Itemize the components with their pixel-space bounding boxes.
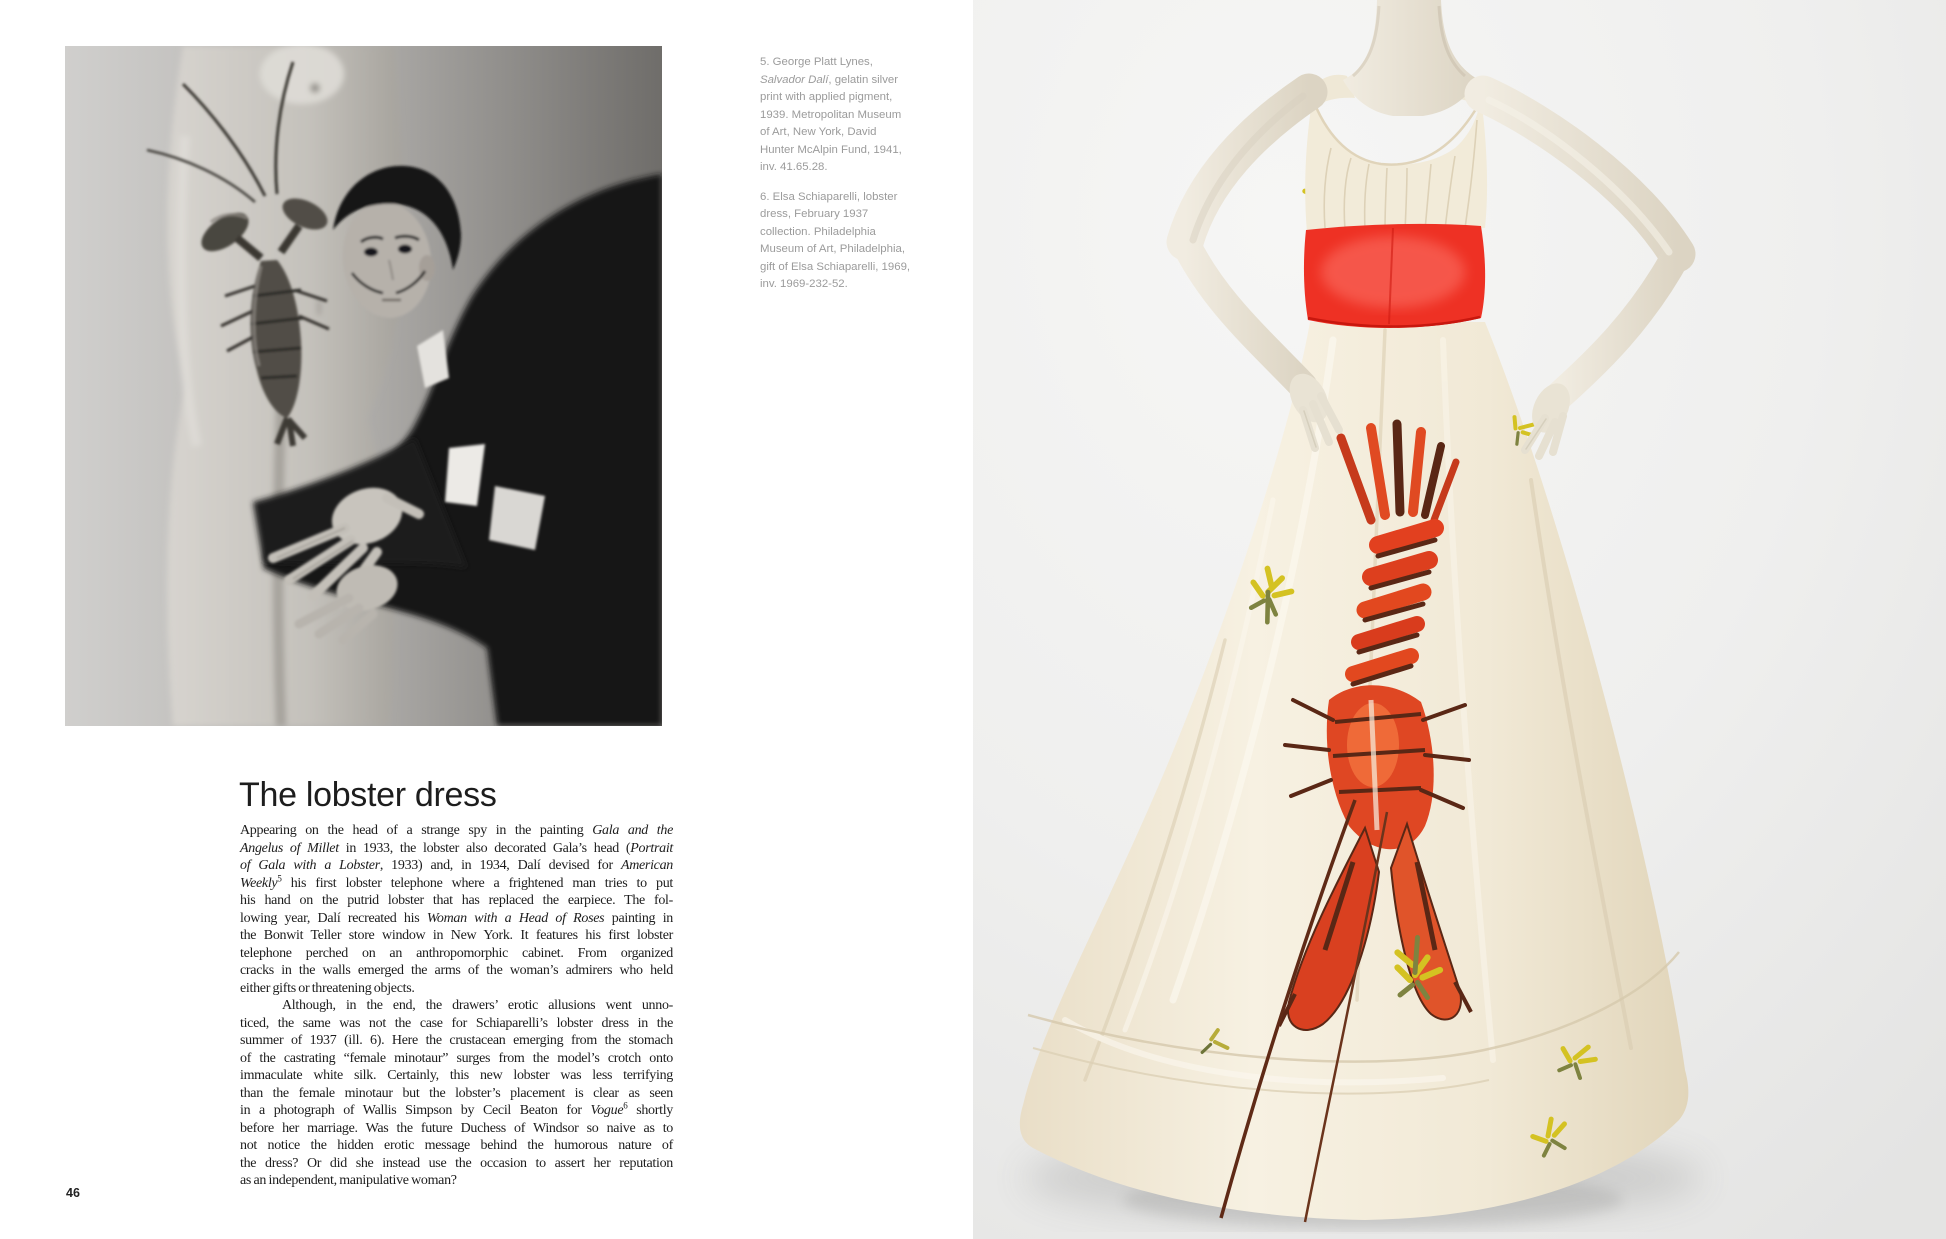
red-waistband — [1304, 224, 1485, 328]
right-page — [973, 0, 1946, 1239]
caption-figure-6: 6. Elsa Schiaparelli, lobster dress, February 1937 collection. Philadelphia Museum of Art, Philadelphia, gift of Elsa Schiaparelli, 1969, inv. 1969-232-52. — [760, 190, 911, 290]
figure-captions — [760, 56, 938, 308]
body-text — [240, 822, 673, 1190]
body-paragraph-2: Although, in the end, the drawers’ erotic allusions went unno- ticed, the same was not the case for Schiaparelli’s lobster dress in the summer of 1937 (ill. 6). Here the crustacean emerging from the stomach of the castrating “female minotaur” surges from the model’s crotch onto immaculate white silk. Certainly, this new lobster was less terrifying than the female minotaur but the lobster’s placement is clear as seen in a photograph of Wallis Simpson by Cecil Beaton for Vogue$^6$ shortly before her marriage. Was the future Duchess of Windsor so naive as to not notice the hidden erotic message behind the humorous nature of the dress? Or did she instead use the occasion to assert her reputation as an independent, manipulative woman? — [240, 998, 673, 1188]
shirt-cuff — [489, 486, 545, 550]
page-number: 46 — [66, 1186, 80, 1200]
body-paragraph-1: Appearing on the head of a strange spy in the painting Gala and the Angelus of Millet in 1933, the lobster also decorated Gala’s head (Portrait of Gala with a Lobster, 1933) and, in 1934, Dalí devised for American Weekly$^5$ his first lobster telephone where a frightened man tries to put his hand on the putrid lobster that has replaced the earpiece. The fol- lowing year, Dalí recreated his Woman with a Head of Roses painting in the Bonwit Teller store window in New York. It features his first lobster telephone perched on an anthropomorphic cabinet. From organized cracks in the walls emerged the arms of the woman’s admirers who held either gifts or threatening objects. — [240, 823, 674, 996]
dali-photograph — [65, 46, 662, 726]
section-heading: The lobster dress — [239, 776, 497, 814]
lobster-dress-photograph — [973, 0, 1946, 1239]
dali-photograph-art — [65, 46, 662, 726]
caption-figure-5: 5. George Platt Lynes, Salvador Dalí, gelatin silver print with applied pigment, 1939. Metropolitan Museum of Art, New York, David Hunter McAlpin Fund, 1941, inv. 41.65.28. — [760, 56, 902, 173]
